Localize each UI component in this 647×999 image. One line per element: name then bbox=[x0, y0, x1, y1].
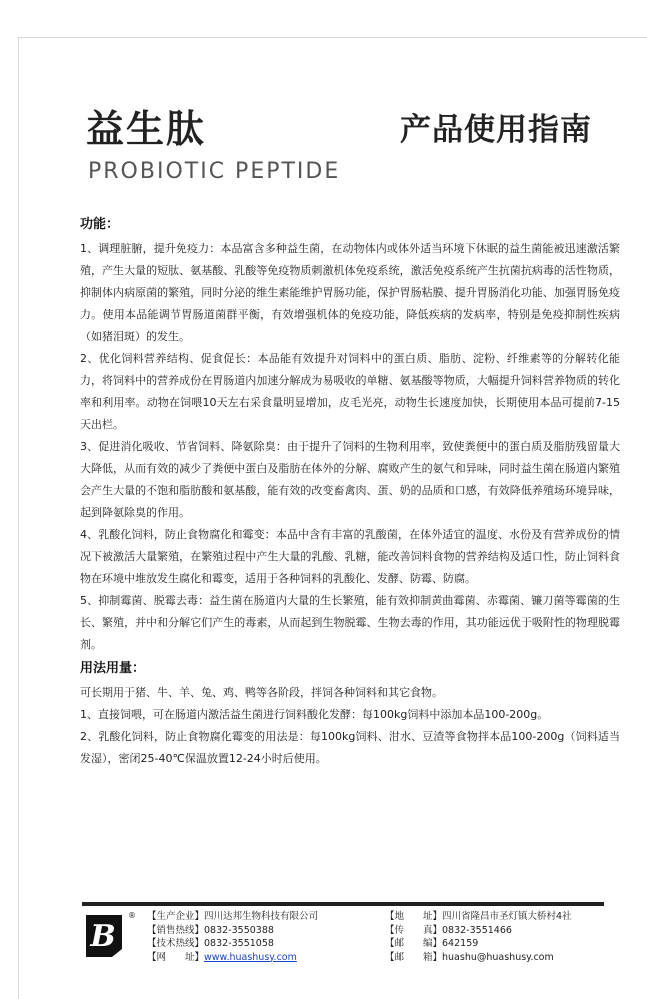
footer-contact-right bbox=[385, 910, 572, 964]
footer-row-postcode bbox=[385, 937, 572, 951]
footer-row-tech-hotline bbox=[147, 937, 318, 951]
usage-heading: 用法用量： bbox=[80, 661, 146, 676]
footer-label: 【网 址】 bbox=[147, 951, 205, 963]
footer-row-website bbox=[147, 951, 318, 965]
footer-row-manufacturer bbox=[147, 910, 318, 924]
footer-value: huashu@huashusy.com bbox=[442, 951, 554, 963]
functions-heading: 功能： bbox=[80, 217, 120, 232]
footer-value: 0832-3551058 bbox=[204, 938, 274, 949]
footer-label: 【邮 编】 bbox=[385, 938, 443, 949]
footer-value: 四川省隆昌市圣灯镇大桥村4社 bbox=[442, 911, 572, 922]
company-logo-icon bbox=[82, 911, 126, 959]
footer-row-email bbox=[385, 951, 572, 965]
function-item-1: 1、调理脏腑，提升免疫力：本品富含多种益生菌，在动物体内或体外适当环境下休眠的益生菌能被迅速激活繁殖，产生大量的短肽、氨基酸、乳酸等免疫物质刺激机体免疫系统，激活免疫系统产生抗菌抗病毒的活性物质，抑制体内病原菌的繁殖，同时分泌的维生素能维护胃肠功能，保护胃肠粘膜、提升胃肠消化功能、加强胃肠免疫力。使用本品能调节胃肠道菌群平衡，有效增强机体的免疫功能，降低疾病的发病率，特别是免疫抑制性疾病（如猪泪斑）的发生。 bbox=[80, 242, 620, 343]
footer-row-sales-hotline bbox=[147, 924, 318, 938]
function-item-4: 4、乳酸化饲料，防止食物腐化和霉变：本品中含有丰富的乳酸菌，在体外适宜的温度、水份及有营养成份的情况下被激活大量繁殖，在繁殖过程中产生大量的乳酸、乳糖，能改善饲料食物的营养结构及适口性，防止饲料食物在环境中堆放发生腐化和霉变，适用于各种饲料的乳酸化、发酵、防霉、防腐。 bbox=[80, 528, 620, 585]
footer-row-address bbox=[385, 910, 572, 924]
usage-intro: 可长期用于猪、牛、羊、兔、鸡、鸭等各阶段，拌饲各种饲料和其它食物。 bbox=[80, 686, 443, 699]
footer-label: 【传 真】 bbox=[385, 924, 443, 936]
footer-contact-left bbox=[147, 910, 318, 964]
guide-title: 产品使用指南 bbox=[400, 112, 592, 148]
website-link[interactable]: www.huashusy.com bbox=[204, 951, 297, 963]
function-item-5: 5、抑制霉菌、脱霉去毒：益生菌在肠道内大量的生长繁殖，能有效抑制黄曲霉菌、赤霉菌、镰刀菌等霉菌的生长、繁殖，并中和分解它们产生的毒素，从而起到生物脱霉、生物去毒的作用，其功能远优于吸附性的物理脱霉剂。 bbox=[80, 594, 620, 651]
footer-label: 【邮 箱】 bbox=[385, 951, 443, 963]
footer-value: 四川达邦生物科技有限公司 bbox=[204, 911, 319, 922]
footer-label: 【地 址】 bbox=[385, 911, 443, 922]
main-content bbox=[80, 212, 620, 770]
footer-divider bbox=[82, 902, 604, 906]
function-item-3: 3、促进消化吸收、节省饲料、降氨除臭：由于提升了饲料的生物利用率，致使粪便中的蛋白质及脂肪残留量大大降低，从而有效的减少了粪便中蛋白及脂肪在体外的分解、腐败产生的氨气和异味，同时益生菌在肠道内繁殖会产生大量的不饱和脂肪酸和氨基酸，能有效的改变畜禽肉、蛋、奶的品质和口感，有效降低养殖场环境异味，起到降氨除臭的作用。 bbox=[80, 440, 620, 519]
product-title-english: PROBIOTIC PEPTIDE bbox=[88, 159, 341, 184]
footer-value: 642159 bbox=[442, 938, 479, 949]
usage-item-1: 1、直接饲喂，可在肠道内激活益生菌进行饲料酸化发酵：每100kg饲料中添加本品100-200g。 bbox=[80, 708, 549, 721]
function-item-2: 2、优化饲料营养结构、促食促长：本品能有效提升对饲料中的蛋白质、脂肪、淀粉、纤维素等的分解转化能力，将饲料中的营养成份在胃肠道内加速分解成为易吸收的单糖、氨基酸等物质，大幅提升饲料营养物质的转化率和利用率。动物在饲喂10天左右采食量明显增加，皮毛光亮，动物生长速度加快，长期使用本品可提前7-15天出栏。 bbox=[80, 352, 620, 431]
footer-row-fax bbox=[385, 924, 572, 938]
registered-mark: ® bbox=[128, 911, 136, 920]
footer-value: 0832-3550388 bbox=[204, 924, 274, 936]
usage-item-2: 2、乳酸化饲料，防止食物腐化霉变的用法是：每100kg饲料、泔水、豆渣等食物拌本品100-200g（饲料适当发湿），密闭25-40℃保温放置12-24小时后使用。 bbox=[80, 730, 620, 765]
footer-label: 【生产企业】 bbox=[147, 911, 205, 922]
footer-label: 【销售热线】 bbox=[147, 924, 205, 936]
footer-value: 0832-3551466 bbox=[442, 924, 512, 936]
product-title: 益生肽 bbox=[86, 107, 207, 151]
logo-letter: B bbox=[90, 919, 116, 954]
footer-label: 【技术热线】 bbox=[147, 938, 205, 949]
